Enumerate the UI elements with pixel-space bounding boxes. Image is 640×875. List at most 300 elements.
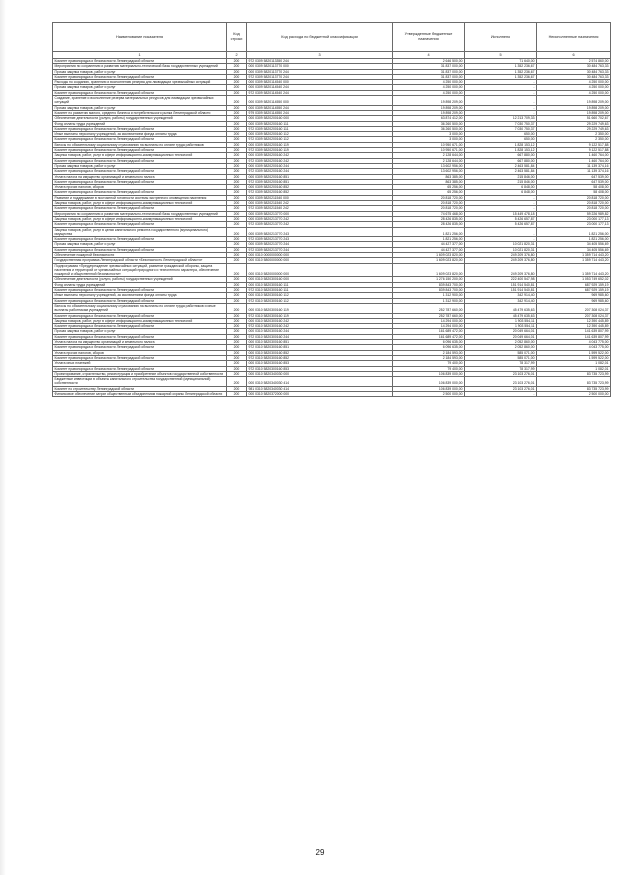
row-name: Финансовое обеспечение затрат общественным объединениям пожарной охраны Ленинградской области xyxy=(53,392,227,397)
row-kbk: 000 0310 5820300160 852 xyxy=(247,350,393,355)
column-number: 1 xyxy=(53,52,227,59)
row-code: 200 xyxy=(227,64,247,69)
row-nonexec: 141 639 807,99 xyxy=(537,329,611,334)
row-kbk: 000 0310 5800000000 000 xyxy=(247,258,393,263)
row-kbk: 972 0310 5820300160 111 xyxy=(247,288,393,293)
row-executed: - xyxy=(465,90,537,95)
row-nonexec: 59 226 989,82 xyxy=(537,211,611,216)
row-nonexec: 1 359 714 443,20 xyxy=(537,263,611,277)
row-name: Закупка товаров, работ, услуг в сфере информационно-коммуникационных технологий xyxy=(53,153,227,158)
row-executed: 1 352 236,67 xyxy=(465,64,537,69)
row-executed: - xyxy=(465,195,537,200)
row-nonexec: 29 229 749,63 xyxy=(537,126,611,131)
row-name: Комитет правопорядка и безопасности Ленинградской области xyxy=(53,313,227,318)
table-body xyxy=(53,59,611,397)
table-row xyxy=(53,263,611,277)
row-name: Комитет правопорядка и безопасности Ленинградской области xyxy=(53,345,227,350)
column-number: 5 xyxy=(465,52,537,59)
row-kbk: 000 0310 0000000000 000 xyxy=(247,252,393,257)
row-nonexec: 23 000 177,13 xyxy=(537,222,611,227)
row-nonexec: 19 898 209,00 xyxy=(537,110,611,115)
row-kbk: 000 0309 5820200160 000 xyxy=(247,116,393,121)
row-code: 200 xyxy=(227,185,247,190)
row-code: 200 xyxy=(227,252,247,257)
row-code: 200 xyxy=(227,242,247,247)
row-executed: 1 352 236,67 xyxy=(465,74,537,79)
row-nonexec: 1 599 522,00 xyxy=(537,350,611,355)
row-executed: - xyxy=(465,85,537,90)
row-code: 200 xyxy=(227,142,247,147)
row-executed: 23 103 276,01 xyxy=(465,371,537,376)
row-kbk: 000 0310 5820300160 851 xyxy=(247,340,393,345)
row-kbk: 000 0309 5820200160 112 xyxy=(247,132,393,137)
row-kbk: 000 0310 5820372000 000 xyxy=(247,392,393,397)
row-nonexec: 1 599 522,00 xyxy=(537,355,611,360)
row-executed: 2 052 860,00 xyxy=(465,340,537,345)
column-number: 3 xyxy=(247,52,393,59)
row-approved: 4 250 000,00 xyxy=(393,80,465,85)
row-approved: 31 837 000,00 xyxy=(393,74,465,79)
row-kbk: 000 0310 5820300160 242 xyxy=(247,318,393,323)
row-executed: - xyxy=(465,206,537,211)
row-name: Прочая закупка товаров, работ и услуг xyxy=(53,242,227,247)
row-executed: - xyxy=(465,237,537,242)
row-approved: 3 000,00 xyxy=(393,132,465,137)
row-kbk: 972 0309 5820113350 244 xyxy=(247,59,393,64)
row-name: Комитет правопорядка и безопасности Ленинградской области xyxy=(53,237,227,242)
row-executed: 71 640,00 xyxy=(465,59,537,64)
row-nonexec: 30 484 763,33 xyxy=(537,64,611,69)
row-approved: 4 250 000,00 xyxy=(393,90,465,95)
row-nonexec: 20 818 720,00 xyxy=(537,195,611,200)
row-name: Взносы по обязательному социальному страхованию на выплаты по оплате труда работников и иные выплаты работникам учреждений xyxy=(53,303,227,313)
table-row xyxy=(53,227,611,237)
row-approved: 2 646 500,00 xyxy=(393,59,465,64)
row-kbk: 972 0309 5820200160 111 xyxy=(247,126,393,131)
row-name: Уплата иных платежей xyxy=(53,361,227,366)
row-approved: 13 602 956,00 xyxy=(393,163,465,168)
row-kbk: 972 0309 5820211540 242 xyxy=(247,206,393,211)
row-executed: 222 400 547,98 xyxy=(465,277,537,282)
row-kbk: 000 0309 5820200160 242 xyxy=(247,153,393,158)
row-executed: 2 463 581,84 xyxy=(465,169,537,174)
row-kbk: 000 0310 5820340030 414 xyxy=(247,377,393,387)
row-code: 200 xyxy=(227,110,247,115)
row-name: Прочая закупка товаров, работ и услуг xyxy=(53,105,227,110)
row-executed: 78 317,99 xyxy=(465,361,537,366)
row-kbk: 000 0309 5820213770 243 xyxy=(247,227,393,237)
row-kbk: 000 0309 5820213770 000 xyxy=(247,211,393,216)
row-nonexec: 1 821 256,00 xyxy=(537,227,611,237)
row-name: Уплата прочих налогов, сборов xyxy=(53,350,227,355)
row-name: Закупка товаров, работ, услуг в сфере информационно-коммуникационных технологий xyxy=(53,318,227,323)
row-code: 200 xyxy=(227,201,247,206)
row-name: Уплата налога на имущество организаций и земельного налога xyxy=(53,174,227,179)
row-code: 200 xyxy=(227,216,247,221)
row-nonexec: 969 985,60 xyxy=(537,298,611,303)
row-approved: 13 602 956,00 xyxy=(393,169,465,174)
report-sheet xyxy=(52,22,610,397)
row-code: 200 xyxy=(227,116,247,121)
row-approved: 36 260 500,00 xyxy=(393,126,465,131)
table-row xyxy=(53,96,611,106)
row-code: 200 xyxy=(227,392,247,397)
row-kbk: 000 0309 5820200160 111 xyxy=(247,121,393,126)
row-executed: 650,00 xyxy=(465,132,537,137)
row-name: Фонд оплаты труда учреждений xyxy=(53,121,227,126)
row-approved: 79 400,00 xyxy=(393,366,465,371)
row-executed: 249 209 376,80 xyxy=(465,258,537,263)
row-nonexec: 58 408,00 xyxy=(537,190,611,195)
row-code: 200 xyxy=(227,132,247,137)
row-executed: 1 352 236,67 xyxy=(465,69,537,74)
row-code: 200 xyxy=(227,137,247,142)
row-kbk: 972 0310 5820300160 244 xyxy=(247,334,393,339)
row-kbk: 972 0310 5820300160 119 xyxy=(247,313,393,318)
row-approved: 839 843 700,00 xyxy=(393,282,465,287)
row-executed: 342 914,40 xyxy=(465,298,537,303)
row-executed: 249 209 376,80 xyxy=(465,252,537,257)
row-code: 200 xyxy=(227,59,247,64)
row-nonexec: 2 350,00 xyxy=(537,137,611,142)
row-code: 200 xyxy=(227,195,247,200)
row-approved: 252 787 660,00 xyxy=(393,303,465,313)
row-approved: 1 312 900,00 xyxy=(393,293,465,298)
row-executed: 23 103 276,01 xyxy=(465,386,537,391)
row-kbk: 972 0310 5820300160 852 xyxy=(247,355,393,360)
table-row xyxy=(53,377,611,387)
row-code: 200 xyxy=(227,96,247,106)
row-code: 200 xyxy=(227,361,247,366)
row-executed: 650,00 xyxy=(465,137,537,142)
row-name: Закупка товаров, работ, услуг в сфере информационно-коммуникационных технологий xyxy=(53,201,227,206)
row-code: 200 xyxy=(227,340,247,345)
row-name: Комитет правопорядка и безопасности Ленинградской области xyxy=(53,324,227,329)
row-nonexec: 647 539,00 xyxy=(537,179,611,184)
row-kbk: 000 0309 5820213770 242 xyxy=(247,216,393,221)
row-approved: 1 609 023 820,00 xyxy=(393,258,465,263)
row-kbk: 972 0310 5820300160 853 xyxy=(247,366,393,371)
row-code: 200 xyxy=(227,158,247,163)
row-code: 200 xyxy=(227,90,247,95)
row-executed: 45 479 635,63 xyxy=(465,313,537,318)
row-executed: 6 848,00 xyxy=(465,185,537,190)
row-nonexec: 1 460 764,00 xyxy=(537,158,611,163)
row-approved: 10 950 671,00 xyxy=(393,148,465,153)
row-approved: 161 689 472,00 xyxy=(393,329,465,334)
row-code: 200 xyxy=(227,153,247,158)
row-name: Проектирование, строительство, реконструкция и приобретение объектов государственной собственности xyxy=(53,371,227,376)
row-executed: - xyxy=(465,227,537,237)
row-name: Комитет правопорядка и безопасности Ленинградской области xyxy=(53,59,227,64)
row-name: Подпрограмма «Предупреждение чрезвычайных ситуаций, развитие гражданской обороны, защита населения и территорий от чрезвычайных ситуаций природного и техногенного характера, обеспечение пожарной и общественной безопасности» xyxy=(53,263,227,277)
row-approved: 2 184 593,00 xyxy=(393,350,465,355)
row-kbk: 000 0309 5820114540 000 xyxy=(247,80,393,85)
row-kbk: 000 0309 5820113770 000 xyxy=(247,64,393,69)
row-name: Закупка товаров, работ, услуг в сфере информационно-коммуникационных технологий xyxy=(53,216,227,221)
row-approved: 44 427 377,00 xyxy=(393,247,465,252)
row-kbk: 000 0310 5820300160 119 xyxy=(247,303,393,313)
row-approved: 4 250 000,00 xyxy=(393,85,465,90)
row-kbk: 000 0309 5820113770 244 xyxy=(247,69,393,74)
header-name: Наименование показателя xyxy=(53,23,227,52)
budget-execution-table xyxy=(52,22,611,397)
row-nonexec: 11 139 374,16 xyxy=(537,169,611,174)
row-executed: 585 071,00 xyxy=(465,355,537,360)
row-approved: 65 256,00 xyxy=(393,190,465,195)
row-nonexec: 2 574 860,00 xyxy=(537,59,611,64)
row-code: 200 xyxy=(227,350,247,355)
row-code: 200 xyxy=(227,206,247,211)
row-name: Комитет правопорядка и безопасности Ленинградской области xyxy=(53,169,227,174)
row-kbk: 972 0309 5820213770 242 xyxy=(247,222,393,227)
row-executed: 2 463 581,84 xyxy=(465,163,537,168)
row-code: 200 xyxy=(227,237,247,242)
row-approved: 14 294 000,00 xyxy=(393,318,465,323)
row-name: Прочая закупка товаров, работ и услуг xyxy=(53,329,227,334)
row-nonexec: 19 898 209,00 xyxy=(537,105,611,110)
row-name: Создание, хранение и восполнение резерва материальных ресурсов для ликвидации чрезвычайных ситуаций xyxy=(53,96,227,106)
row-nonexec: 1 082,01 xyxy=(537,366,611,371)
row-nonexec: 4 043 775,00 xyxy=(537,345,611,350)
row-approved: 863 385,00 xyxy=(393,179,465,184)
row-name: Комитет по строительству Ленинградской области xyxy=(53,386,227,391)
row-name: Уплата прочих налогов, сборов xyxy=(53,185,227,190)
column-number: 2 xyxy=(227,52,247,59)
row-approved: 1 821 256,00 xyxy=(393,227,465,237)
row-nonexec: 9 122 517,88 xyxy=(537,148,611,153)
row-code: 200 xyxy=(227,169,247,174)
row-nonexec: 207 308 024,37 xyxy=(537,303,611,313)
row-name: Комитет правопорядка и безопасности Ленинградской области xyxy=(53,137,227,142)
row-code: 200 xyxy=(227,85,247,90)
row-approved: 44 427 377,00 xyxy=(393,242,465,247)
row-code: 200 xyxy=(227,293,247,298)
row-code: 200 xyxy=(227,174,247,179)
table-header-row xyxy=(53,23,611,52)
row-kbk: 972 0309 5820213770 244 xyxy=(247,247,393,252)
row-name: Мероприятия по сохранению и развитию материально-технической базы государственных учреждений xyxy=(53,211,227,216)
row-approved: 20 818 720,00 xyxy=(393,201,465,206)
row-name: Прочая закупка товаров, работ и услуг xyxy=(53,163,227,168)
row-name: Комитет правопорядка и безопасности Ленинградской области xyxy=(53,334,227,339)
row-code: 200 xyxy=(227,74,247,79)
row-approved: 106 839 000,00 xyxy=(393,386,465,391)
row-nonexec: 30 484 763,33 xyxy=(537,74,611,79)
row-code: 200 xyxy=(227,69,247,74)
row-nonexec: 4 250 000,00 xyxy=(537,80,611,85)
row-code: 200 xyxy=(227,163,247,168)
row-nonexec: 1 359 714 443,20 xyxy=(537,252,611,257)
row-executed: 151 914 540,81 xyxy=(465,288,537,293)
row-executed: 20 049 664,01 xyxy=(465,329,537,334)
row-approved: 36 260 500,00 xyxy=(393,121,465,126)
row-approved: 74 675 468,00 xyxy=(393,211,465,216)
row-name: Мероприятия по сохранению и развитию материально-технической базы государственных учреждений xyxy=(53,64,227,69)
row-executed: - xyxy=(465,80,537,85)
column-number: 6 xyxy=(537,52,611,59)
row-kbk: 000 0310 5820300160 112 xyxy=(247,293,393,298)
row-name: Комитет правопорядка и безопасности Ленинградской области xyxy=(53,298,227,303)
row-kbk: 000 0309 5820211540 242 xyxy=(247,201,393,206)
column-number: 4 xyxy=(393,52,465,59)
row-name: Обеспечение деятельности (услуги, работы) государственных учреждений xyxy=(53,116,227,121)
row-code: 200 xyxy=(227,211,247,216)
row-code: 200 xyxy=(227,371,247,376)
row-executed: 5 426 657,87 xyxy=(465,222,537,227)
row-code: 200 xyxy=(227,324,247,329)
row-approved: 2 128 644,00 xyxy=(393,158,465,163)
row-nonexec: 83 735 723,99 xyxy=(537,371,611,376)
row-nonexec: 1 082,01 xyxy=(537,361,611,366)
row-kbk: 972 0310 5820300160 242 xyxy=(247,324,393,329)
row-name: Комитет правопорядка и безопасности Ленинградской области xyxy=(53,190,227,195)
row-name: Прочая закупка товаров, работ и услуг xyxy=(53,69,227,74)
row-name: Взносы по обязательному социальному страхованию на выплаты по оплате труда работников xyxy=(53,142,227,147)
row-nonexec: 34 405 556,69 xyxy=(537,242,611,247)
row-kbk: 000 0310 5820000000 000 xyxy=(247,263,393,277)
row-executed: 78 317,99 xyxy=(465,366,537,371)
row-approved: 106 839 000,00 xyxy=(393,377,465,387)
row-nonexec: 11 139 374,16 xyxy=(537,163,611,168)
header-nonexec: Неисполненные назначения xyxy=(537,23,611,52)
row-name: Развитие и поддержание в постоянной готовности системы экстренного оповещения населения xyxy=(53,195,227,200)
row-approved: 3 000,00 xyxy=(393,137,465,142)
row-code: 200 xyxy=(227,334,247,339)
row-code: 200 xyxy=(227,377,247,387)
row-approved: 31 837 000,00 xyxy=(393,69,465,74)
row-code: 200 xyxy=(227,303,247,313)
row-kbk: 000 0309 5820200160 119 xyxy=(247,142,393,147)
page-number: 29 xyxy=(315,848,325,857)
row-nonexec: 4 250 000,00 xyxy=(537,90,611,95)
header-approved: Утвержденные бюджетные назначения xyxy=(393,23,465,52)
row-executed: 1 828 153,12 xyxy=(465,142,537,147)
row-nonexec: 4 250 000,00 xyxy=(537,85,611,90)
row-name: Прочая закупка товаров, работ и услуг xyxy=(53,85,227,90)
row-name: Комитет правопорядка и безопасности Ленинградской области xyxy=(53,355,227,360)
row-approved: 19 898 209,00 xyxy=(393,105,465,110)
row-approved: 1 821 256,00 xyxy=(393,237,465,242)
row-kbk: 000 0309 5820200160 244 xyxy=(247,163,393,168)
row-nonexec: 83 735 723,99 xyxy=(537,377,611,387)
row-approved: 20 818 720,00 xyxy=(393,206,465,211)
row-executed: 249 209 376,80 xyxy=(465,263,537,277)
row-code: 200 xyxy=(227,263,247,277)
row-kbk: 979 0309 5820114550 244 xyxy=(247,110,393,115)
row-approved: 6 096 635,00 xyxy=(393,340,465,345)
row-executed: 2 052 860,00 xyxy=(465,345,537,350)
row-executed: - xyxy=(465,96,537,106)
row-executed: 667 880,00 xyxy=(465,158,537,163)
row-executed: 1 903 554,11 xyxy=(465,318,537,323)
row-name: Государственная программа Ленинградской области «Безопасность Ленинградской области» xyxy=(53,258,227,263)
row-nonexec: 647 539,00 xyxy=(537,174,611,179)
row-approved: 2 500 000,00 xyxy=(393,392,465,397)
row-approved: 1 276 150 200,00 xyxy=(393,277,465,282)
row-executed: 215 846,00 xyxy=(465,179,537,184)
row-kbk: 972 0309 5820200160 112 xyxy=(247,137,393,142)
row-code: 200 xyxy=(227,227,247,237)
row-nonexec: 141 639 807,99 xyxy=(537,334,611,339)
row-code: 200 xyxy=(227,318,247,323)
row-kbk: 972 0309 5820200160 244 xyxy=(247,169,393,174)
row-executed: 215 846,00 xyxy=(465,174,537,179)
row-name: Фонд оплаты труда учреждений xyxy=(53,282,227,287)
row-approved: 2 128 644,00 xyxy=(393,153,465,158)
row-code: 200 xyxy=(227,247,247,252)
row-kbk: 972 0310 5820300160 112 xyxy=(247,298,393,303)
row-approved: 1 609 023 820,00 xyxy=(393,263,465,277)
row-executed: - xyxy=(465,110,537,115)
row-approved: 31 837 000,00 xyxy=(393,64,465,69)
row-executed: 10 021 820,31 xyxy=(465,242,537,247)
row-nonexec: 1 821 256,00 xyxy=(537,237,611,242)
row-name: Комитет правопорядка и безопасности Ленинградской области xyxy=(53,222,227,227)
row-code: 200 xyxy=(227,288,247,293)
row-nonexec: 969 985,60 xyxy=(537,293,611,298)
row-executed: 5 426 657,87 xyxy=(465,216,537,221)
column-number-row xyxy=(53,52,611,59)
row-code: 200 xyxy=(227,148,247,153)
row-approved: 161 689 472,00 xyxy=(393,334,465,339)
row-executed: 12 213 709,33 xyxy=(465,116,537,121)
row-name: Комитет правопорядка и безопасности Ленинградской области xyxy=(53,179,227,184)
row-kbk: 981 0310 5820340030 414 xyxy=(247,386,393,391)
row-executed: 10 021 820,31 xyxy=(465,247,537,252)
row-name: Бюджетные инвестиции в объекты капитального строительства государственной (муниципальной) собственности xyxy=(53,377,227,387)
row-approved: 252 787 660,00 xyxy=(393,313,465,318)
row-approved: 1 609 023 820,00 xyxy=(393,252,465,257)
row-approved: 863 385,00 xyxy=(393,174,465,179)
row-code: 200 xyxy=(227,298,247,303)
row-kbk: 972 0309 5820113770 244 xyxy=(247,74,393,79)
row-kbk: 000 0309 5820114550 000 xyxy=(247,96,393,106)
row-kbk: 000 0310 5820340030 000 xyxy=(247,371,393,376)
row-approved: 28 426 835,00 xyxy=(393,222,465,227)
row-nonexec: 687 929 159,19 xyxy=(537,288,611,293)
row-kbk: 000 0310 5820300160 000 xyxy=(247,277,393,282)
row-kbk: 000 0310 5820300160 111 xyxy=(247,282,393,287)
table-row xyxy=(53,303,611,313)
row-name: Уплата налога на имущество организаций и земельного налога xyxy=(53,340,227,345)
header-code: Код строки xyxy=(227,23,247,52)
row-kbk: 000 0309 5820200160 851 xyxy=(247,174,393,179)
row-name: Комитет правопорядка и безопасности Ленинградской области xyxy=(53,366,227,371)
row-nonexec: 2 350,00 xyxy=(537,132,611,137)
row-kbk: 000 0309 5820200160 852 xyxy=(247,185,393,190)
row-kbk: 972 0309 5820114540 244 xyxy=(247,90,393,95)
row-code: 200 xyxy=(227,277,247,282)
row-executed: 1 828 153,12 xyxy=(465,148,537,153)
row-approved: 79 400,00 xyxy=(393,361,465,366)
row-approved: 10 950 671,00 xyxy=(393,142,465,147)
row-code: 200 xyxy=(227,355,247,360)
row-approved: 6 096 635,00 xyxy=(393,345,465,350)
row-executed: 1 903 554,11 xyxy=(465,324,537,329)
row-approved: 2 184 593,00 xyxy=(393,355,465,360)
row-executed: - xyxy=(465,392,537,397)
row-approved: 106 839 000,00 xyxy=(393,371,465,376)
row-code: 200 xyxy=(227,80,247,85)
row-nonexec: 83 735 723,99 xyxy=(537,386,611,391)
row-approved: 19 898 209,00 xyxy=(393,110,465,115)
row-approved: 65 256,00 xyxy=(393,185,465,190)
row-code: 200 xyxy=(227,105,247,110)
row-name: Иные выплаты персоналу учреждений, за исключением фонда оплаты труда xyxy=(53,293,227,298)
row-name: Комитет правопорядка и безопасности Ленинградской области xyxy=(53,148,227,153)
row-nonexec: 1 460 764,00 xyxy=(537,153,611,158)
